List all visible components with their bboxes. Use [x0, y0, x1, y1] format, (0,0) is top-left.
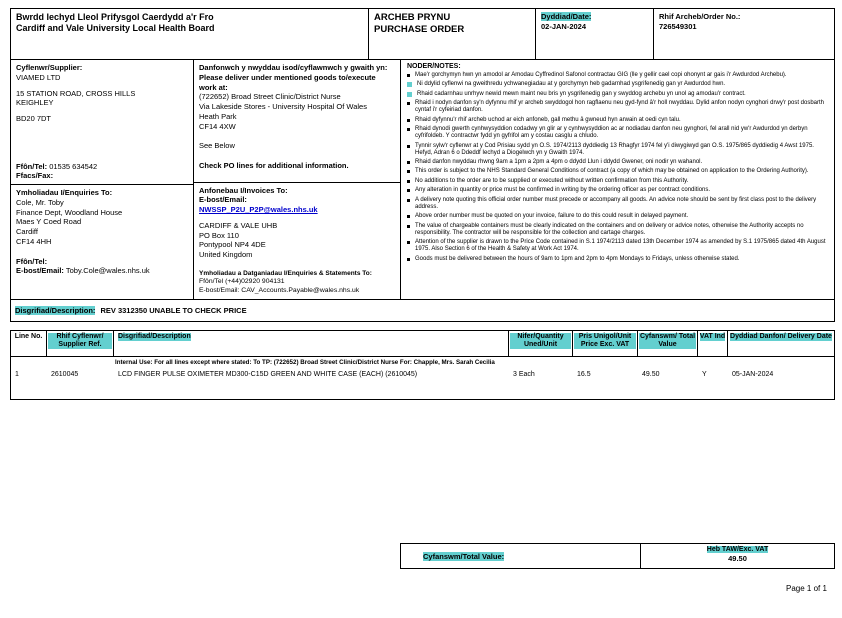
order-number-cell	[654, 9, 834, 59]
enquiries-label: Ymholiadau I/Enquiries To:	[16, 188, 113, 197]
note-item: A delivery note quoting this official order number must precede or accompany all goods. An advice note should be sent by first class post to the delivery address.	[407, 197, 828, 211]
enquiries-address-line1: Finance Dept, Woodland House	[16, 207, 123, 217]
description-row-value: REV 3312350 UNABLE TO CHECK PRICE	[100, 306, 247, 315]
note-item: Rhaid dyfynnu'r rhif archeb uchod ar eich anfoneb, gall methu â gwneud hyn arwain at oedi cyn talu.	[407, 117, 828, 124]
supplier-cell	[11, 60, 193, 185]
header-total-value: Cyfanswm/ Total Value	[638, 331, 698, 356]
header-description: Disgrifiad/Description	[114, 331, 509, 356]
invoices-address-line1: CARDIFF & VALE UHB	[199, 220, 278, 230]
row-vat-ind: Y	[702, 370, 707, 378]
note-item: No additions to the order are to be supplied or executed without written confirmation from this Authority.	[407, 178, 828, 185]
row-total-value: 49.50	[642, 370, 660, 378]
note-item: Rhaid danfon nwyddau rhwng 9am a 1pm a 2pm a 4pm o ddydd Llun i ddydd Gwener, oni nodir yn wahanol.	[407, 159, 828, 166]
bullet-icon	[407, 189, 410, 192]
bullet-icon	[407, 215, 410, 218]
note-item: Rhaid dynodi gwerth cynhwysyddion codadwy yn glir ar y cynhwysyddion ac ar nodiadau danfon neu gynghori, fel arall nid yw'r Awdurdod yn derbyn cyfrifoldeb. Y contractwr fydd yn gyfrifol am y costau casglu a chludo.	[407, 126, 828, 140]
board-name-english: Cardiff and Vale University Local Health Board	[16, 23, 215, 34]
enquiries-address-line4: CF14 4HH	[16, 236, 52, 246]
table-row	[11, 370, 834, 380]
totals-strip	[400, 543, 835, 569]
supplier-name: VIAMED LTD	[16, 72, 61, 82]
bullet-highlight-icon	[407, 92, 412, 97]
enquiries-name: Cole, Mr. Toby	[16, 197, 64, 207]
header-delivery-date: Dyddiad Danfon/ Delivery Date	[730, 333, 832, 340]
enquiries-email-line	[16, 266, 188, 276]
note-item: Rhaid cadarnhau unrhyw newid mewn maint neu bris yn ysgrifenedig gan y swyddog archebu yn unol ag amodau'r contract.	[407, 91, 828, 98]
order-number-value: 726549301	[659, 21, 697, 31]
totals-vat-label: Heb TAW/Exc. VAT	[706, 546, 769, 553]
supplier-address-line1: 15 STATION ROAD, CROSS HILLS	[16, 88, 136, 98]
bullet-icon	[407, 258, 410, 261]
supplier-label: Cyflenwr/Supplier:	[16, 63, 83, 72]
invoices-address-line2: PO Box 110	[199, 230, 239, 240]
note-item: Any alteration in quantity or price must be confirmed in writing by the ordering officer as per contract conditions.	[407, 187, 828, 194]
note-item: Mae'r gorchymyn hwn yn amodol ar Amodau Cyffredinol Safonol contractau GIG (lle y gellir cael copi ohonynt ar gais i'r Awdurdod Archebu).	[407, 72, 828, 79]
delivery-label: Danfonwch y nwyddau isod/cyflawnwch y gwaith yn: Please deliver under mentioned goods to/execute work at:	[199, 63, 388, 92]
note-item: Attention of the supplier is drawn to the Price Code contained in S.1 1974/2113 dated 13th December 1974 as amended by S.1 1975/865 dated 4th August 1975. Also Section 6 of the Health & Safety at Work Act 1974.	[407, 239, 828, 253]
notes-list	[407, 72, 828, 262]
row-unit-price: 16.5	[577, 370, 591, 378]
header-vat-ind: VAT Ind	[698, 331, 728, 356]
header-unit-price: Pris Unigol/Unit Price Exc. VAT	[573, 331, 638, 356]
date-value: 02-JAN-2024	[541, 21, 587, 31]
notes-label: NODER/NOTES:	[407, 63, 461, 70]
totals-label-cell	[401, 544, 641, 568]
order-date-cell	[536, 9, 654, 59]
row-delivery-date: 05-JAN-2024	[732, 370, 774, 378]
enquiries-phone-line	[16, 257, 188, 267]
document-header	[10, 8, 835, 60]
header-line-no: Line No.	[11, 331, 47, 356]
enquiries-address-line3: Cardiff	[16, 227, 38, 236]
invoices-label: Anfonebau I/Invoices To:	[199, 185, 288, 195]
line-items-table	[10, 330, 835, 400]
enquiries-address-line2: Maes Y Coed Road	[16, 217, 82, 227]
row-quantity: 3 Each	[513, 370, 535, 378]
header-supplier-ref: Rhif Cyflenwr/ Supplier Ref.	[47, 331, 114, 356]
header-quantity: Nifer/Quantity Uned/Unit	[509, 331, 573, 356]
bullet-icon	[407, 128, 410, 131]
board-name-welsh: Bwrdd Iechyd Lleol Prifysgol Caerdydd a'r Fro	[16, 12, 214, 22]
supplier-postcode: BD20 7DT	[16, 114, 52, 123]
note-item: This order is subject to the NHS Standard General Conditions of contract (a copy of which may be obtained on application to the Ordering Authority).	[407, 168, 828, 175]
title-english: PURCHASE ORDER	[374, 24, 465, 36]
bullet-icon	[407, 170, 410, 173]
enquiries-email-link[interactable]: Toby.Cole@wales.nhs.uk	[65, 266, 150, 276]
notes-cell	[401, 60, 834, 299]
delivery-check-note: Check PO lines for additional information.	[199, 161, 349, 170]
description-row	[10, 300, 835, 322]
bullet-icon	[407, 145, 410, 148]
supplier-fax-label: Ffacs/Fax:	[16, 171, 54, 181]
totals-value-cell	[641, 544, 834, 568]
supplier-phone-label: Ffôn/Tel:	[16, 161, 48, 171]
health-board-name	[11, 9, 369, 59]
left-column	[11, 60, 194, 299]
invoices-email-link[interactable]: NWSSP_P2U_P2P@wales.nhs.uk	[199, 205, 318, 215]
delivery-see-below: See Below	[199, 141, 235, 151]
bullet-icon	[407, 74, 410, 77]
row-supplier-ref: 2610045	[51, 370, 79, 378]
invoices-email-label: E-bost/Email:	[199, 195, 247, 205]
enquiries-email-label: E-bost/Email:	[16, 266, 64, 276]
supplier-fax-line	[16, 171, 188, 181]
delivery-address-line4: CF14 4XW	[199, 121, 236, 131]
note-item: Tynnir sylw'r cyflenwr at y Cod Prisiau sydd yn O.S. 1974/2113 dyddiedig 13 Rhagfyr 1974 fel y'i diwygiwyd gan O.S. 1975/865 dyddiedig 4 Awst 1975. Hefyd, Adran 6 o Ddeddf Iechyd a Diogelwch yn y Gwaith 1974.	[407, 143, 828, 157]
delivery-address-line3: Heath Park	[199, 111, 237, 121]
delivery-cell	[194, 60, 400, 183]
bullet-icon	[407, 180, 410, 183]
middle-column	[194, 60, 401, 299]
bullet-icon	[407, 102, 410, 105]
supplier-address-line2: KEIGHLEY	[16, 98, 54, 108]
note-item: Above order number must be quoted on your invoice, failure to do this could result in delayed payment.	[407, 213, 828, 220]
row-line-no: 1	[15, 370, 19, 378]
delivery-address-line2: Via Lakeside Stores - University Hospital Of Wales	[199, 102, 367, 111]
supplier-phone-value: 01535 634542	[49, 161, 98, 171]
description-row-label: Disgrifiad/Description:	[15, 306, 96, 315]
note-item: Goods must be delivered between the hours of 9am to 1pm and 2pm to 4pm Mondays to Fridays, unless otherwise stated.	[407, 256, 828, 263]
totals-label: Cyfanswm/Total Value:	[423, 551, 505, 561]
bullet-icon	[407, 241, 410, 244]
totals-value: 49.50	[728, 554, 747, 564]
internal-use-note: Internal Use: For all lines except where stated: To TP: (722652) Broad Street Clinic/District Nurse For: Chapple, Mrs. Sarah Cecilia	[115, 359, 495, 366]
order-details-grid	[10, 60, 835, 300]
right-column	[401, 60, 834, 299]
invoices-address-line3: Pontypool NP4 4DE	[199, 240, 266, 250]
bullet-icon	[407, 199, 410, 202]
note-item: Rhaid i nodyn danfon sy'n dyfynnu rhif yr archeb swyddogol hon ragflaenu neu gyd-fynd â'r holl nwyddau. Dylid anfon nodyn cynghori drwy'r post dosbarth cyntaf i'r cyfeiriad danfon.	[407, 100, 828, 114]
enquiries-phone-label: Ffôn/Tel:	[16, 256, 48, 266]
bullet-highlight-icon	[407, 82, 412, 87]
note-item: The value of chargeable containers must be clearly indicated on the containers and on delivery or advice notes, otherwise the Authority accepts no responsibility. The contractor will be responsible for the collection and cartage charges.	[407, 223, 828, 237]
bullet-icon	[407, 225, 410, 228]
order-number-label: Rhif Archeb/Order No.:	[659, 12, 741, 21]
delivery-address-line1: (722652) Broad Street Clinic/District Nurse	[199, 92, 341, 102]
invoices-address-line4: United Kingdom	[199, 250, 253, 260]
bullet-icon	[407, 161, 410, 164]
invoices-cell	[194, 183, 400, 299]
statements-label: Ymholiadau a Datganiadau I/Enquiries & Statements To:	[199, 269, 372, 277]
statements-email-line: E-bost/Email: CAV_Accounts.Payable@wales.nhs.uk	[199, 287, 360, 295]
row-description: LCD FINGER PULSE OXIMETER MD300-C15D GREEN AND WHITE CASE (EACH) (2610045)	[118, 370, 418, 378]
note-item: Ni ddylid cyflenwi na gweithredu ychwanegiadau at y gorchymyn heb gadarnhad ysgrifenedig gan yr Awdurdod hwn.	[407, 81, 828, 88]
document-title	[369, 9, 536, 59]
bullet-icon	[407, 119, 410, 122]
statements-phone-line: Ffôn/Tel (+44)02920 904131	[199, 278, 285, 286]
date-label: Dyddiad/Date:	[541, 12, 592, 21]
title-welsh: ARCHEB PRYNU	[374, 12, 451, 23]
supplier-phone-line	[16, 162, 188, 172]
page-number: Page 1 of 1	[786, 584, 827, 593]
enquiries-cell	[11, 185, 193, 299]
line-items-header-row	[11, 331, 834, 357]
